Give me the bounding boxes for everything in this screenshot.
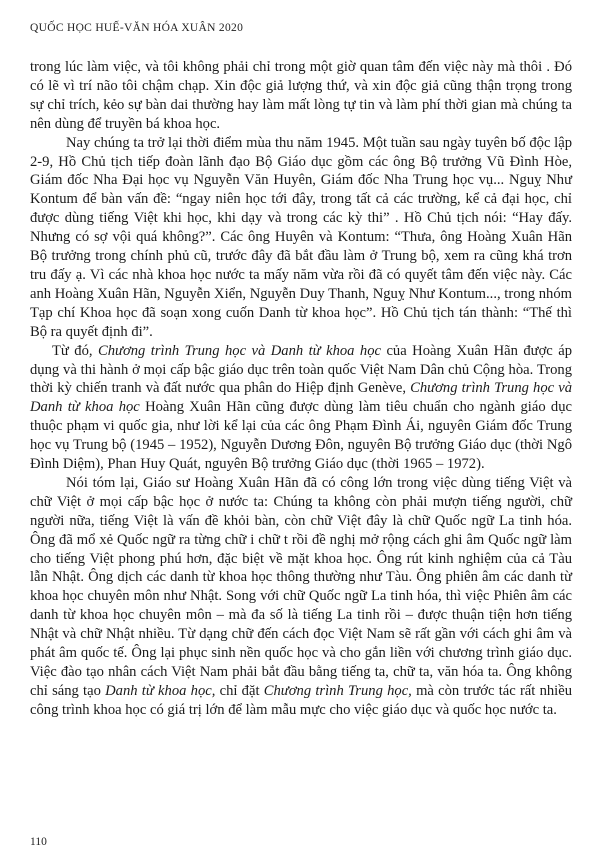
paragraph-1 <box>30 58 572 134</box>
paragraph-2 <box>30 134 572 342</box>
running-header: QUỐC HỌC HUẾ-VĂN HÓA XUÂN 2020 <box>30 22 244 34</box>
paragraph-text: Từ đó, <box>52 342 98 359</box>
italic-title: Danh từ khoa học, <box>105 682 216 699</box>
italic-title: Chương trình Trung học và Danh từ khoa học <box>97 342 381 359</box>
paragraph-text: Nói tóm lại, Giáo sư Hoàng Xuân Hãn đã có công lớn trong việc dùng tiếng Việt và chữ Việt ở mọi cấp bậc học ở nước ta: Chúng ta không còn phải mượn tiếng người, chữ người nữa, tiếng Việt là vấn đề khỏi bàn, còn chữ Việt đây là chữ Quốc ngữ La tinh hóa. Ông đã mổ xẻ Quốc ngữ ra từng chữ i chữ t rồi đề nghị mở rộng cách ghi âm Quốc ngữ làm cho tiếng Việt phong phú hơn, đặc biệt về mặt khoa học. Ông rút kinh nghiệm của cả Tàu lẫn Nhật. Ông dịch các danh từ khoa học thông thường như Tàu. Ông phiên âm các danh từ khoa học chuyên môn như Nhật. Song với chữ Quốc ngữ La tinh hóa, thì việc Phiên âm các danh từ khoa học chuyên môn – mà đa số là tiếng La tinh rồi – được thuận tiện hơn tiếng Nhật và chữ Nhật nhiều. Từ dạng chữ đến cách đọc Việt Nam sẽ rất gần với cách ghi âm và phát âm quốc tế. Ông lại phục sinh nền quốc học và cho gắn liền với chương trình giáo dục. Việc đào tạo nhân cách Việt Nam phải bắt đầu bằng tiếng ta, chữ ta, văn hóa ta. Ông không chỉ sáng tạo <box>30 474 572 699</box>
paragraph-4 <box>30 474 572 720</box>
paragraph-text: chỉ đặt <box>215 682 264 699</box>
paragraph-text: mà còn trước tác rất nhiều công trình khoa học có giá trị lớn để làm mẫu mực cho việc giáo dục và quốc học nước ta. <box>30 682 572 718</box>
paragraph-text: của Hoàng Xuân Hãn được áp dụng và thi hành ở mọi cấp bậc giáo dục trên toàn quốc Việt Nam Dân chủ Cộng hòa. Trong thời kỳ chiến tranh và đất nước qua phân do Hiệp định Genève, <box>30 342 572 397</box>
italic-title: Chương trình Trung học, <box>263 682 412 699</box>
paragraph-text: Hoàng Xuân Hãn cũng được dùng làm tiêu chuẩn cho ngành giáo dục thuộc phạm vi quốc gia, như lời kể lại của các ông Phạm Đình Ái, nguyên Giám đốc Trung học vụ Trung bộ (1945 – 1952), Nguyễn Dương Đôn, nguyên Bộ trưởng Giáo dục (thời Ngô Đình Diệm), Phan Huy Quát, nguyên Bộ trưởng Giáo dục (thời 1965 – 1972). <box>30 399 572 473</box>
italic-title: Chương trình Trung học và Danh từ khoa học <box>30 380 572 416</box>
paragraph-3 <box>30 342 572 474</box>
article-body <box>30 58 572 720</box>
paragraph-text: Nay chúng ta trở lại thời điểm mùa thu năm 1945. Một tuần sau ngày tuyên bố độc lập 2-9, Hồ Chủ tịch tiếp đoàn lãnh đạo Bộ Giáo dục gồm các ông Bộ trưởng Vũ Đình Hòe, Giám đốc Nha Đại học vụ Nguyễn Văn Huyên, Giám đốc Nha Trung học vụ... Nguỵ Như Kontum để bàn vấn đề: “ngay niên học tới đây, trong tất cả các trường, kể cả đại học, chỉ được dùng tiếng Việt khi học, khi dạy và trong các kỳ thi” . Hồ Chủ tịch nói: “Hay đấy. Nhưng có sợ vội quá không?”. Các ông Huyên và Kontum: “Thưa, ông Hoàng Xuân Hãn Bộ trưởng trong chính phủ cũ, trước đây đã bắt đầu làm ở Trung bộ, xem ra cũng khá trơn tru đấy ạ. Vì các nhà khoa học nước ta mấy năm vừa rồi đã có quyết tâm đến việc này. Các anh Hoàng Xuân Hãn, Nguyễn Xiển, Nguyễn Duy Thanh, Nguỵ Như Kontum..., trong nhóm Tạp chí Khoa học đã soạn xong cuốn Danh từ khoa học”. Hồ Chủ tịch tán thành: “Thế thì Bộ ra quyết định đi”. <box>30 134 572 340</box>
paragraph-text: trong lúc làm việc, và tôi không phải chỉ trong một giờ quan tâm đến việc này mà thôi . Đó có lẽ vì trí não tôi chậm chạp. Xin độc giả lượng thứ, và xin độc giả cũng thận trọng trong sự chỉ trích, kẻo sự bàn dai thường hay làm mất lòng tự tin và làm phí thời gian mà chúng ta nên dùng để truyền bá khoa học. <box>30 59 572 132</box>
page-number: 110 <box>30 836 47 848</box>
